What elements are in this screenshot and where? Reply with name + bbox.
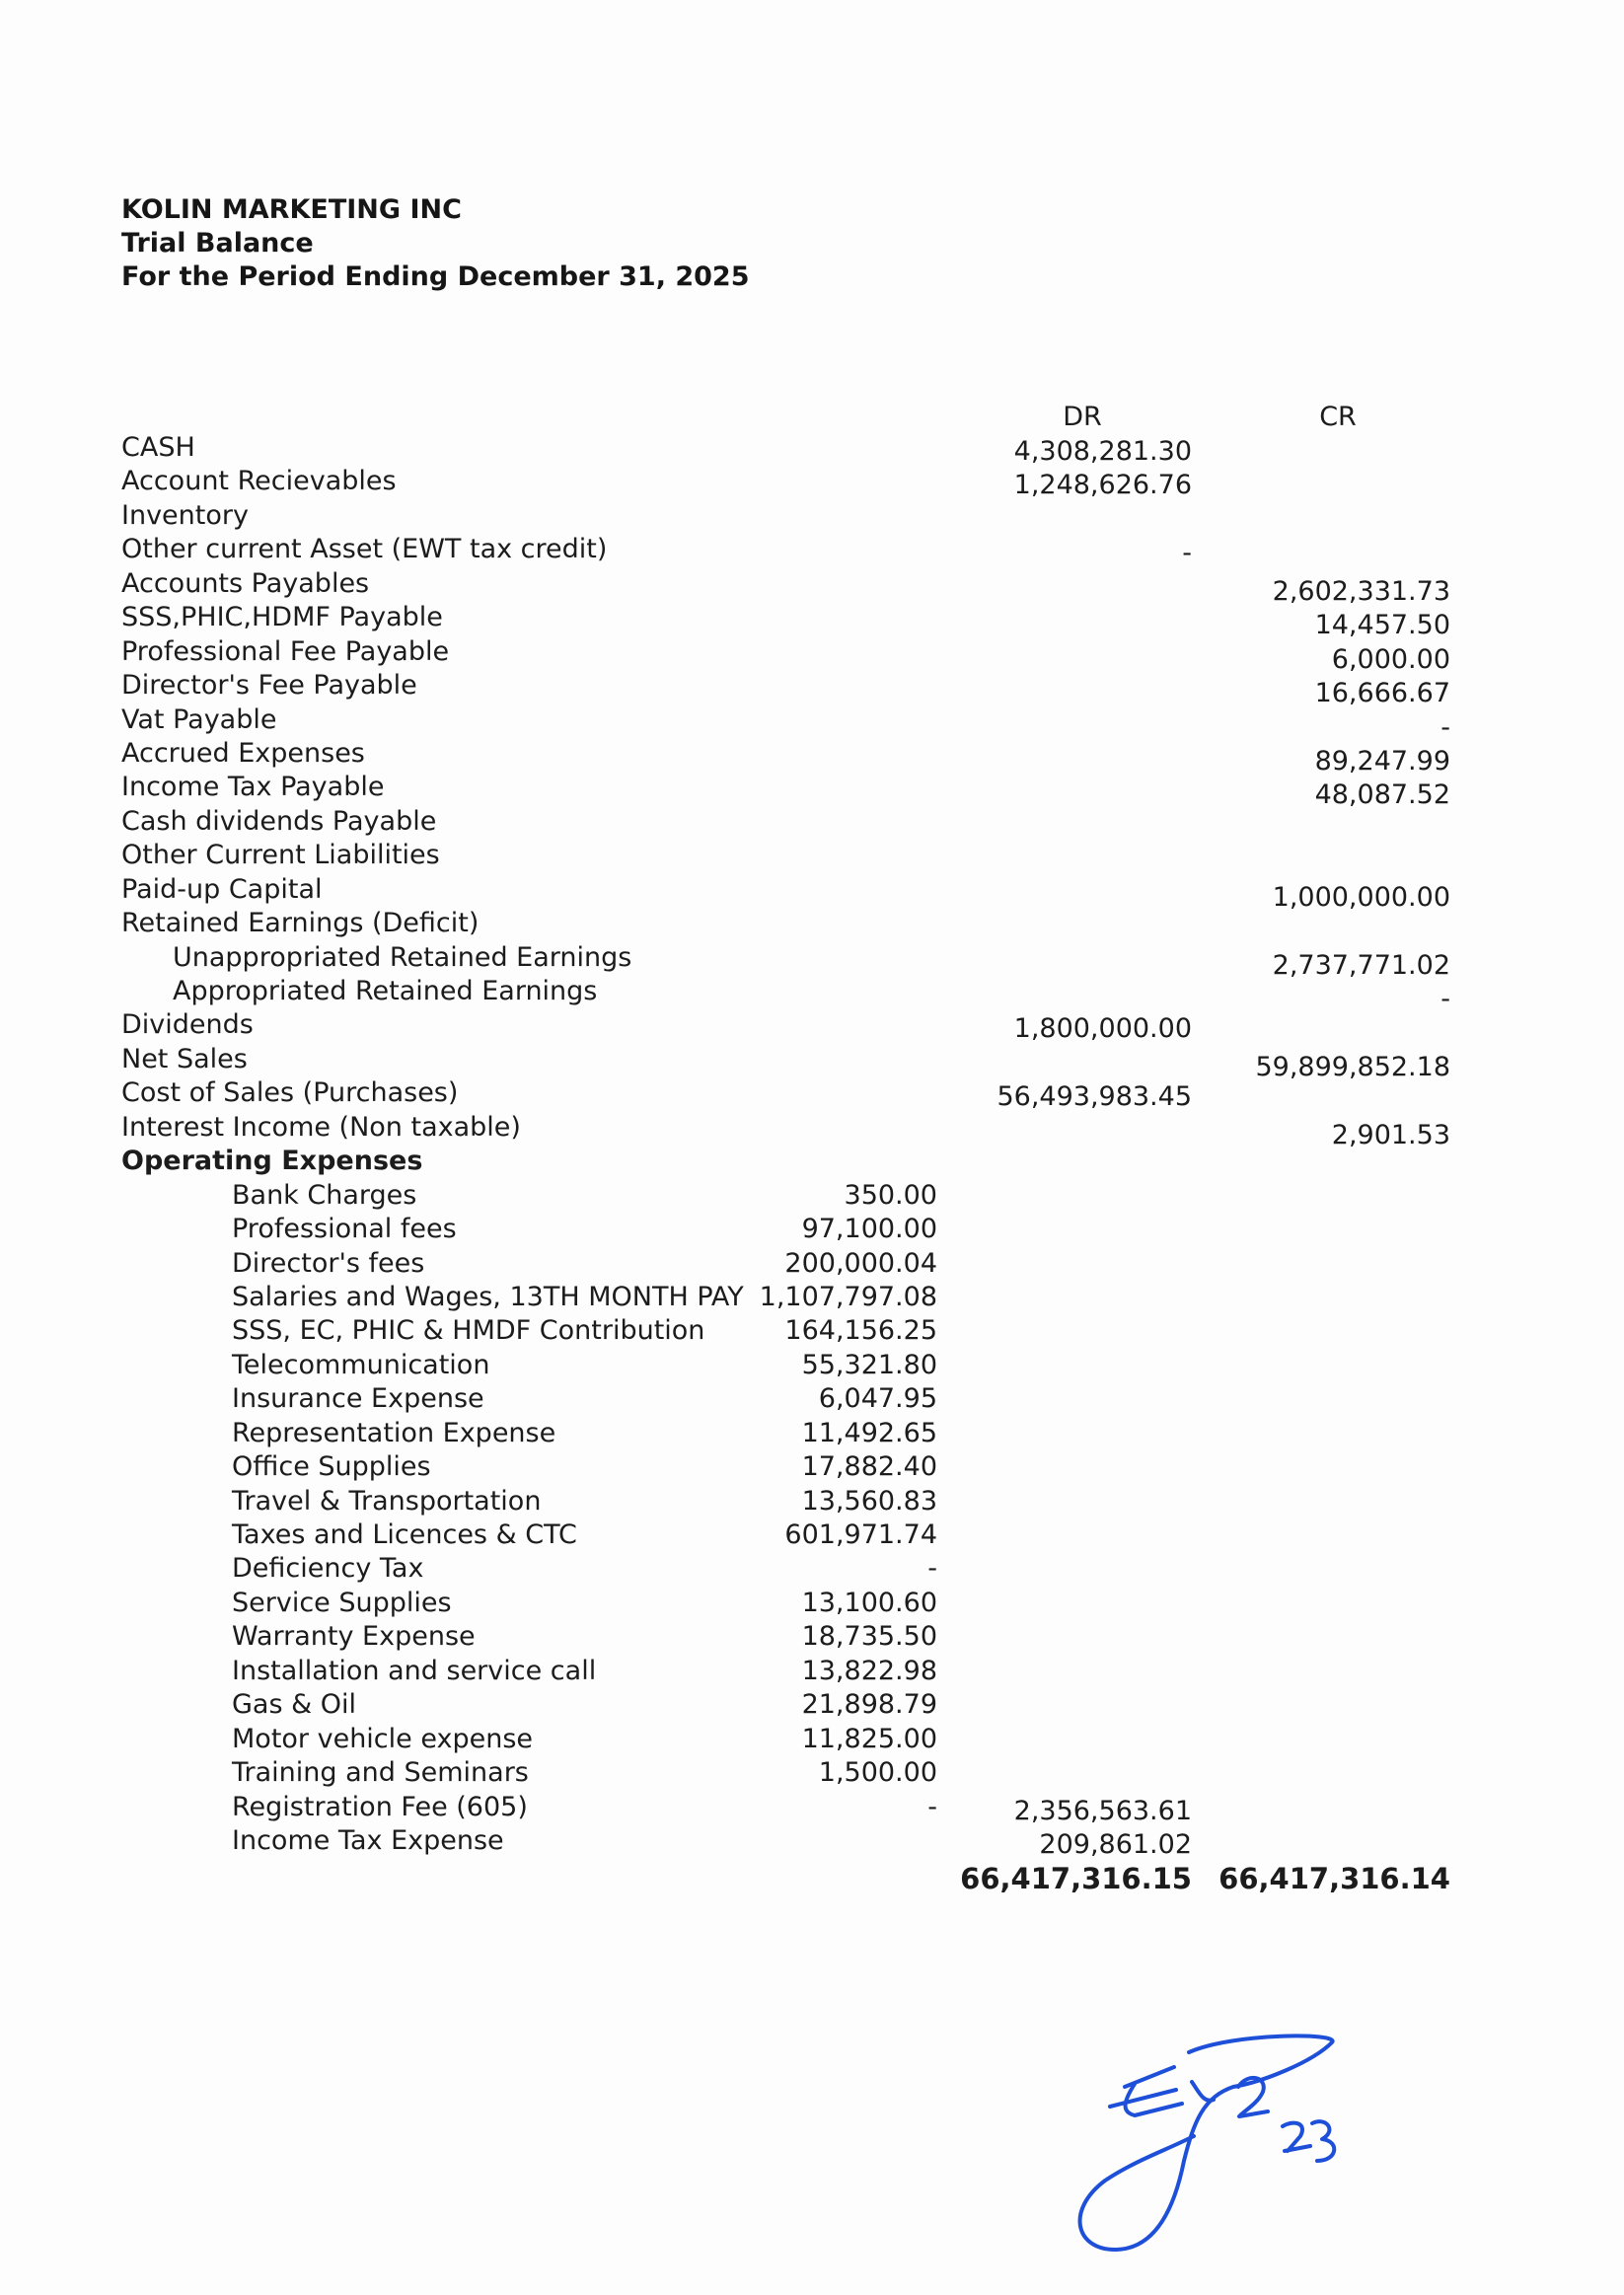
table-row	[0, 1349, 1624, 1382]
account-label-professional-fee-payable: Professional Fee Payable	[121, 635, 450, 667]
company-name: KOLIN MARKETING INC	[121, 194, 462, 225]
subsidiary-amount: 55,321.80	[801, 1349, 937, 1380]
account-label-bank-charges: Bank Charges	[232, 1179, 417, 1211]
account-label-inventory: Inventory	[121, 499, 249, 531]
table-row	[0, 1756, 1624, 1790]
account-label-account-recievables: Account Recievables	[121, 466, 397, 497]
trial-balance-table	[0, 431, 1624, 1896]
table-row	[0, 1281, 1624, 1314]
credit-amount: 2,602,331.73	[1272, 575, 1450, 607]
account-label-appropriated-retained-earnings: Appropriated Retained Earnings	[173, 976, 598, 1006]
subsidiary-amount: 200,000.04	[784, 1247, 937, 1279]
report-header	[121, 193, 750, 294]
credit-amount: 59,899,852.18	[1255, 1051, 1450, 1082]
table-row	[0, 1213, 1624, 1246]
table-row	[0, 1314, 1624, 1348]
debit-amount: 209,861.02	[1039, 1828, 1192, 1860]
account-label-operating-expenses: Operating Expenses	[121, 1146, 423, 1177]
account-label-sss-ec-phic-hmdf-contribution: SSS, EC, PHIC & HMDF Contribution	[232, 1315, 705, 1347]
table-row	[0, 1552, 1624, 1586]
account-label-cash: CASH	[121, 432, 195, 463]
account-label-telecommunication: Telecommunication	[232, 1349, 490, 1380]
credit-amount: -	[1440, 711, 1450, 743]
table-row	[0, 1723, 1624, 1756]
subsidiary-amount: 1,500.00	[818, 1757, 937, 1789]
report-period: For the Period Ending December 31, 2025	[121, 261, 750, 292]
account-label-warranty-expense: Warranty Expense	[232, 1621, 476, 1653]
table-row	[0, 975, 1624, 1014]
subsidiary-amount: 601,971.74	[784, 1519, 937, 1550]
table-row	[0, 1043, 1624, 1082]
table-row	[0, 941, 1624, 981]
account-label-cost-of-sales-purchases: Cost of Sales (Purchases)	[121, 1077, 459, 1109]
credit-amount: 48,087.52	[1314, 779, 1450, 811]
debit-amount: 56,493,983.45	[997, 1081, 1192, 1113]
credit-amount: -	[1440, 984, 1450, 1014]
table-row	[0, 703, 1624, 743]
subsidiary-amount: 13,560.83	[801, 1485, 937, 1517]
account-label-interest-income-non-taxable: Interest Income (Non taxable)	[121, 1111, 521, 1143]
subsidiary-amount: 1,107,797.08	[759, 1281, 937, 1312]
credit-amount: 14,457.50	[1314, 610, 1450, 641]
account-label-income-tax-payable: Income Tax Payable	[121, 772, 385, 803]
account-label-unappropriated-retained-earnings: Unappropriated Retained Earnings	[173, 941, 632, 973]
table-row	[0, 1587, 1624, 1620]
account-label-retained-earnings-deficit: Retained Earnings (Deficit)	[121, 908, 480, 939]
account-label-professional-fees: Professional fees	[232, 1214, 457, 1245]
credit-amount: 2,737,771.02	[1272, 949, 1450, 981]
debit-column-header: DR	[1063, 402, 1102, 432]
subsidiary-amount: 21,898.79	[801, 1689, 937, 1721]
credit-amount: 89,247.99	[1314, 745, 1450, 777]
debit-amount: -	[1182, 538, 1192, 569]
table-row	[0, 1145, 1624, 1178]
credit-total: 66,417,316.14	[1218, 1862, 1450, 1896]
account-label-representation-expense: Representation Expense	[232, 1417, 556, 1448]
account-label-installation-and-service-call: Installation and service call	[232, 1655, 597, 1686]
subsidiary-amount: 13,100.60	[801, 1587, 937, 1618]
table-row	[0, 499, 1624, 533]
account-label-registration-fee-605: Registration Fee (605)	[232, 1791, 528, 1822]
table-row	[0, 1688, 1624, 1722]
table-row	[0, 1485, 1624, 1518]
credit-amount: 6,000.00	[1331, 643, 1450, 675]
subsidiary-amount: -	[927, 1553, 937, 1585]
debit-amount: 2,356,563.61	[1013, 1795, 1192, 1826]
account-label-training-and-seminars: Training and Seminars	[232, 1757, 529, 1789]
subsidiary-amount: -	[927, 1791, 937, 1822]
debit-amount: 4,308,281.30	[1013, 436, 1192, 467]
table-row	[0, 1824, 1624, 1858]
account-label-net-sales: Net Sales	[121, 1043, 248, 1074]
account-label-office-supplies: Office Supplies	[232, 1451, 431, 1483]
table-row	[0, 1008, 1624, 1045]
account-label-travel-transportation: Travel & Transportation	[232, 1485, 542, 1517]
debit-amount: 1,248,626.76	[1013, 470, 1192, 501]
table-row	[0, 1518, 1624, 1552]
account-label-other-current-liabilities: Other Current Liabilities	[121, 840, 440, 871]
table-row	[0, 1620, 1624, 1654]
credit-amount: 2,901.53	[1331, 1119, 1450, 1150]
table-row	[0, 1655, 1624, 1688]
account-label-sss-phic-hdmf-payable: SSS,PHIC,HDMF Payable	[121, 602, 443, 633]
table-row	[0, 431, 1624, 465]
subsidiary-amount: 97,100.00	[801, 1214, 937, 1245]
account-label-salaries-and-wages-13th-month-pay: Salaries and Wages, 13TH MONTH PAY	[232, 1281, 744, 1312]
subsidiary-amount: 350.00	[844, 1179, 937, 1211]
subsidiary-amount: 11,825.00	[801, 1723, 937, 1754]
account-label-gas-oil: Gas & Oil	[232, 1689, 357, 1721]
table-row	[0, 737, 1624, 777]
subsidiary-amount: 18,735.50	[801, 1621, 937, 1653]
table-row	[0, 1179, 1624, 1213]
account-label-paid-up-capital: Paid-up Capital	[121, 873, 323, 905]
account-label-director-s-fees: Director's fees	[232, 1247, 425, 1279]
debit-total: 66,417,316.15	[960, 1862, 1192, 1896]
table-row	[0, 1111, 1624, 1150]
account-label-deficiency-tax: Deficiency Tax	[232, 1553, 424, 1585]
report-title: Trial Balance	[121, 228, 314, 259]
credit-amount: 1,000,000.00	[1272, 881, 1450, 913]
signature-icon	[1066, 2013, 1362, 2269]
table-row	[0, 1791, 1624, 1824]
account-label-service-supplies: Service Supplies	[232, 1587, 452, 1618]
account-label-director-s-fee-payable: Director's Fee Payable	[121, 670, 417, 702]
credit-column-header: CR	[1319, 402, 1357, 432]
subsidiary-amount: 13,822.98	[801, 1655, 937, 1686]
account-label-vat-payable: Vat Payable	[121, 703, 277, 735]
account-label-taxes-and-licences-ctc: Taxes and Licences & CTC	[232, 1519, 577, 1550]
account-label-dividends: Dividends	[121, 1009, 254, 1041]
table-row	[0, 1076, 1624, 1113]
credit-amount: 16,666.67	[1314, 678, 1450, 709]
table-row	[0, 669, 1624, 709]
subsidiary-amount: 164,156.25	[784, 1315, 937, 1347]
subsidiary-amount: 17,882.40	[801, 1451, 937, 1483]
table-row	[0, 635, 1624, 675]
table-row	[0, 1382, 1624, 1416]
table-row	[0, 1450, 1624, 1484]
table-row	[0, 873, 1624, 913]
table-row	[0, 839, 1624, 872]
debit-amount: 1,800,000.00	[1013, 1013, 1192, 1045]
table-row	[0, 533, 1624, 569]
table-row	[0, 465, 1624, 501]
table-row	[0, 1247, 1624, 1281]
account-label-other-current-asset-ewt-tax-credit: Other current Asset (EWT tax credit)	[121, 534, 608, 565]
account-label-accrued-expenses: Accrued Expenses	[121, 737, 365, 769]
table-row	[0, 1417, 1624, 1450]
account-label-cash-dividends-payable: Cash dividends Payable	[121, 805, 437, 837]
account-label-motor-vehicle-expense: Motor vehicle expense	[232, 1723, 534, 1754]
subsidiary-amount: 11,492.65	[801, 1417, 937, 1448]
totals-row	[0, 1858, 1624, 1896]
table-row	[0, 567, 1624, 607]
account-label-insurance-expense: Insurance Expense	[232, 1383, 484, 1415]
table-row	[0, 907, 1624, 940]
subsidiary-amount: 6,047.95	[818, 1383, 937, 1415]
table-row	[0, 805, 1624, 839]
account-label-income-tax-expense: Income Tax Expense	[232, 1824, 504, 1856]
table-row	[0, 601, 1624, 641]
account-label-accounts-payables: Accounts Payables	[121, 567, 370, 599]
table-row	[0, 771, 1624, 811]
